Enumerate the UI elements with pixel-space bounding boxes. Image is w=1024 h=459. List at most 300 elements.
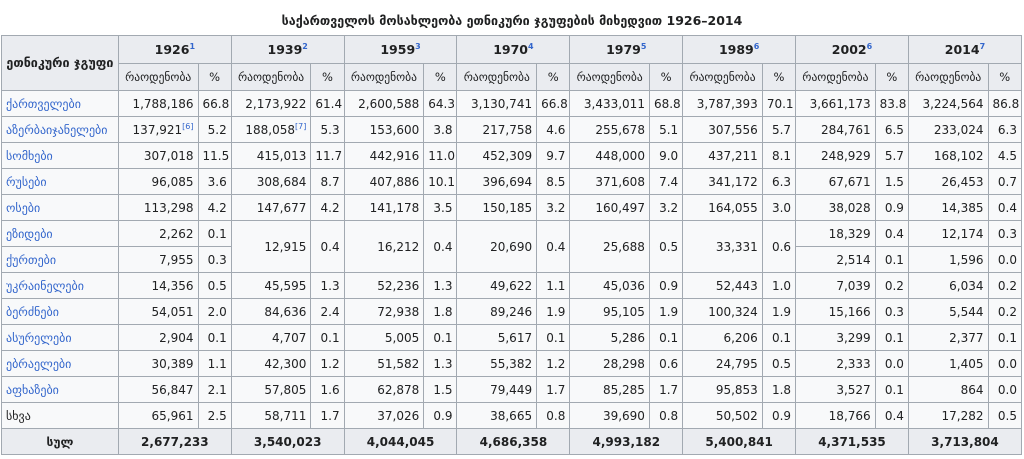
count-value: 51,582: [377, 356, 420, 371]
population-count: [796, 221, 876, 247]
note-ref[interactable]: 4: [528, 41, 534, 51]
population-count: [344, 195, 424, 221]
count-value: 38,028: [828, 200, 871, 215]
population-percent: 0.0: [988, 351, 1021, 377]
population-count: [796, 247, 876, 273]
population-percent: 0.0: [988, 377, 1021, 403]
population-count: [796, 117, 876, 143]
population-percent: 7.4: [649, 169, 682, 195]
population-percent: 70.1: [762, 91, 795, 117]
count-value: 3,433,011: [583, 96, 645, 111]
count-value: 3,527: [836, 382, 871, 397]
count-value: 308,684: [256, 174, 307, 189]
population-percent: 2.4: [311, 299, 344, 325]
population-count: [118, 377, 198, 403]
ethnic-group-name[interactable]: აფხაზები: [2, 377, 119, 403]
count-value: 45,036: [602, 278, 645, 293]
count-value: 20,690: [490, 239, 533, 254]
year-header-1926: 1926$^1$: [118, 36, 231, 64]
population-percent: 1.8: [762, 377, 795, 403]
count-value: 1,596: [949, 252, 984, 267]
population-percent: 0.9: [649, 273, 682, 299]
population-percent: 5.1: [649, 117, 682, 143]
population-percent: 64.3: [424, 91, 457, 117]
percent-header: %: [198, 64, 231, 91]
year-header-2014: 2014$^7$: [908, 36, 1021, 64]
population-count: [344, 377, 424, 403]
population-percent: 8.5: [537, 169, 570, 195]
year-header-2002: 2002$^6$: [796, 36, 909, 64]
population-count: [344, 299, 424, 325]
population-percent: 0.2: [988, 299, 1021, 325]
population-count: [118, 195, 198, 221]
count-value: 188,058: [245, 122, 296, 137]
total-1939: 3,540,023: [231, 429, 344, 455]
population-percent: 3.2: [649, 195, 682, 221]
population-percent: 5.3: [311, 117, 344, 143]
count-value: 160,497: [595, 200, 645, 215]
count-value: 255,678: [595, 122, 645, 137]
population-percent: 0.1: [875, 325, 908, 351]
count-value: 2,377: [949, 330, 984, 345]
population-percent: 3.2: [537, 195, 570, 221]
population-percent: 4.6: [537, 117, 570, 143]
population-count: [457, 143, 537, 169]
count-value: 84,636: [264, 304, 307, 319]
count-value: 217,758: [482, 122, 533, 137]
population-percent: 0.6: [762, 221, 795, 273]
count-header: რაოდენობა: [908, 64, 988, 91]
note-ref[interactable]: 6: [866, 41, 873, 51]
population-count: [683, 299, 763, 325]
year-header-1970: 1970$^4$: [457, 36, 570, 64]
population-percent: 86.8: [988, 91, 1021, 117]
population-percent: 1.3: [311, 273, 344, 299]
population-count: [344, 351, 424, 377]
table-row: [2, 351, 1022, 377]
population-count: [570, 351, 650, 377]
count-value: 147,677: [256, 200, 307, 215]
population-percent: 1.2: [311, 351, 344, 377]
total-1979: 4,993,182: [570, 429, 683, 455]
count-value: 2,600,588: [358, 96, 420, 111]
population-count: [683, 169, 763, 195]
ethnic-group-name[interactable]: ბერძნები: [2, 299, 119, 325]
population-count: [796, 195, 876, 221]
ethnic-group-header: ეთნიკური ჯგუფი: [2, 36, 119, 91]
population-percent: 0.3: [875, 299, 908, 325]
count-value: 168,102: [933, 148, 984, 163]
count-value: 54,051: [151, 304, 194, 319]
count-value: 30,389: [151, 356, 194, 371]
count-value: 5,617: [497, 330, 533, 345]
population-count: [908, 143, 988, 169]
count-value: 415,013: [256, 148, 307, 163]
population-count: [231, 403, 311, 429]
table-row: [2, 221, 1022, 247]
population-percent: 0.1: [649, 325, 682, 351]
citation-ref[interactable]: [7]: [295, 121, 307, 131]
count-value: 52,443: [715, 278, 758, 293]
population-percent: 8.1: [762, 143, 795, 169]
ethnic-group-name[interactable]: უკრაინელები: [2, 273, 119, 299]
population-count: [570, 273, 650, 299]
population-count: [908, 91, 988, 117]
note-ref[interactable]: 3: [415, 41, 421, 51]
count-value: 307,556: [708, 122, 758, 137]
population-count: [457, 299, 537, 325]
ethnic-group-name[interactable]: ქურთები: [2, 247, 119, 273]
count-header: რაოდენობა: [118, 64, 198, 91]
population-percent: 8.7: [311, 169, 344, 195]
population-count: [457, 273, 537, 299]
year-header-1989: 1989$^6$: [683, 36, 796, 64]
count-value: 18,766: [828, 408, 871, 423]
population-count: [570, 91, 650, 117]
population-count: [457, 351, 537, 377]
ethnic-group-name: სხვა: [2, 403, 119, 429]
population-count: [231, 351, 311, 377]
population-count: [908, 273, 988, 299]
count-value: 95,853: [715, 382, 758, 397]
population-percent: 0.4: [424, 221, 457, 273]
population-count: [570, 299, 650, 325]
count-value: 371,608: [595, 174, 645, 189]
population-count: [457, 377, 537, 403]
population-percent: 3.0: [762, 195, 795, 221]
population-count: [683, 195, 763, 221]
population-percent: 1.6: [311, 377, 344, 403]
population-percent: 4.2: [198, 195, 231, 221]
population-count: [570, 221, 650, 273]
population-count: [908, 351, 988, 377]
percent-header: %: [875, 64, 908, 91]
count-value: 12,915: [264, 239, 307, 254]
population-count: [908, 403, 988, 429]
count-value: 141,178: [369, 200, 420, 215]
totals-row: [2, 429, 1022, 455]
population-percent: 0.4: [875, 403, 908, 429]
population-count: [344, 117, 424, 143]
population-count: [683, 403, 763, 429]
population-percent: 83.8: [875, 91, 908, 117]
population-percent: 0.1: [875, 377, 908, 403]
count-value: 62,878: [377, 382, 420, 397]
population-count: [231, 169, 311, 195]
population-percent: 4.2: [311, 195, 344, 221]
count-value: 14,356: [151, 278, 194, 293]
population-percent: 1.7: [311, 403, 344, 429]
population-count: [231, 299, 311, 325]
count-value: 96,085: [151, 174, 194, 189]
population-percent: 1.1: [537, 273, 570, 299]
population-count: [344, 403, 424, 429]
count-value: 2,514: [836, 252, 871, 267]
count-value: 5,286: [610, 330, 645, 345]
population-count: [118, 403, 198, 429]
population-count: [570, 117, 650, 143]
population-percent: 0.4: [875, 221, 908, 247]
population-percent: 0.3: [988, 221, 1021, 247]
population-count: [908, 169, 988, 195]
count-value: 396,694: [482, 174, 533, 189]
population-count: [796, 377, 876, 403]
population-count: [231, 143, 311, 169]
count-value: 3,661,173: [809, 96, 871, 111]
population-count: [570, 377, 650, 403]
percent-header: %: [311, 64, 344, 91]
population-percent: 0.1: [762, 325, 795, 351]
population-count: [570, 325, 650, 351]
count-value: 3,130,741: [471, 96, 533, 111]
population-percent: 66.8: [198, 91, 231, 117]
count-value: 6,206: [723, 330, 758, 345]
total-2014: 3,713,804: [908, 429, 1021, 455]
population-count: [908, 247, 988, 273]
population-percent: 0.4: [311, 221, 344, 273]
population-percent: 5.2: [198, 117, 231, 143]
count-value: 6,034: [949, 278, 984, 293]
ethnic-group-name[interactable]: სომხები: [2, 143, 119, 169]
population-percent: 0.9: [762, 403, 795, 429]
population-count: [570, 195, 650, 221]
population-percent: 0.9: [424, 403, 457, 429]
population-percent: 1.1: [198, 351, 231, 377]
count-value: 49,622: [490, 278, 533, 293]
table-caption: საქართველოს მოსახლეობა ეთნიკური ჯგუფების მიხედვით 1926–2014: [281, 13, 743, 28]
count-value: 150,185: [482, 200, 533, 215]
total-1989: 5,400,841: [683, 429, 796, 455]
count-value: 42,300: [264, 356, 307, 371]
note-ref[interactable]: 5: [640, 41, 647, 51]
population-percent: 5.7: [762, 117, 795, 143]
count-value: 2,262: [159, 226, 194, 241]
citation-ref[interactable]: [6]: [182, 121, 194, 131]
count-value: 1,405: [949, 356, 984, 371]
ethnic-group-name[interactable]: აზერბაიჯანელები: [2, 117, 119, 143]
count-header: რაოდენობა: [457, 64, 537, 91]
count-value: 248,929: [821, 148, 871, 163]
population-count: [457, 403, 537, 429]
population-count: [908, 325, 988, 351]
count-value: 284,761: [821, 122, 871, 137]
count-value: 18,329: [828, 226, 871, 241]
count-value: 437,211: [708, 148, 758, 163]
count-value: 864: [960, 382, 984, 397]
population-percent: 1.7: [649, 377, 682, 403]
population-percent: 1.5: [875, 169, 908, 195]
population-percent: 9.7: [537, 143, 570, 169]
population-percent: 6.3: [988, 117, 1021, 143]
count-value: 153,600: [369, 122, 420, 137]
population-count: [118, 117, 198, 143]
population-count: [231, 377, 311, 403]
population-count: [457, 91, 537, 117]
population-count: [118, 247, 198, 273]
population-count: [231, 195, 311, 221]
population-count: [344, 221, 424, 273]
count-value: 448,000: [595, 148, 645, 163]
count-value: 113,298: [143, 200, 194, 215]
population-count: [344, 143, 424, 169]
count-value: 38,665: [490, 408, 533, 423]
population-percent: 0.5: [762, 351, 795, 377]
count-value: 33,331: [715, 239, 758, 254]
population-count: [118, 221, 198, 247]
count-value: 12,174: [941, 226, 984, 241]
count-header: რაოდენობა: [796, 64, 876, 91]
population-percent: 0.4: [537, 221, 570, 273]
population-percent: 66.8: [537, 91, 570, 117]
population-percent: 11.0: [424, 143, 457, 169]
count-value: 65,961: [151, 408, 194, 423]
population-count: [683, 91, 763, 117]
population-count: [118, 169, 198, 195]
total-1959: 4,044,045: [344, 429, 457, 455]
population-percent: 1.9: [762, 299, 795, 325]
count-header: რაოდენობა: [683, 64, 763, 91]
count-value: 307,018: [143, 148, 194, 163]
count-header: რაოდენობა: [231, 64, 311, 91]
population-count: [908, 221, 988, 247]
population-percent: 5.7: [875, 143, 908, 169]
count-value: 15,166: [828, 304, 871, 319]
population-count: [683, 143, 763, 169]
count-value: 407,886: [369, 174, 420, 189]
count-value: 137,921: [132, 122, 183, 137]
note-ref[interactable]: 6: [753, 41, 760, 51]
count-value: 55,382: [490, 356, 533, 371]
population-percent: 0.4: [988, 195, 1021, 221]
count-value: 3,224,564: [922, 96, 984, 111]
note-ref[interactable]: 7: [979, 41, 986, 51]
population-percent: 2.0: [198, 299, 231, 325]
population-percent: 3.6: [198, 169, 231, 195]
ethnic-group-name[interactable]: ებრაელები: [2, 351, 119, 377]
population-count: [908, 195, 988, 221]
population-percent: 0.1: [988, 325, 1021, 351]
count-value: 56,847: [151, 382, 194, 397]
population-percent: 0.0: [875, 351, 908, 377]
population-count: [683, 325, 763, 351]
year-header-1959: 1959$^3$: [344, 36, 457, 64]
population-percent: 3.5: [424, 195, 457, 221]
ethnic-group-name[interactable]: ასურელები: [2, 325, 119, 351]
population-percent: 10.1: [424, 169, 457, 195]
population-count: [118, 351, 198, 377]
ethnic-group-name[interactable]: რუსები: [2, 169, 119, 195]
population-count: [231, 325, 311, 351]
population-table: [1, 35, 1022, 455]
population-count: [683, 273, 763, 299]
population-percent: 0.9: [875, 195, 908, 221]
population-count: [570, 143, 650, 169]
population-count: [796, 403, 876, 429]
population-percent: 1.2: [537, 351, 570, 377]
ethnic-group-name[interactable]: ოსები: [2, 195, 119, 221]
population-percent: 0.6: [649, 351, 682, 377]
table-row: [2, 169, 1022, 195]
table-row: [2, 143, 1022, 169]
note-ref[interactable]: 2: [302, 41, 308, 51]
population-count: [118, 273, 198, 299]
count-value: 25,688: [602, 239, 645, 254]
population-count: [344, 91, 424, 117]
population-percent: 0.7: [988, 169, 1021, 195]
population-percent: 6.5: [875, 117, 908, 143]
population-count: [118, 143, 198, 169]
total-2002: 4,371,535: [796, 429, 909, 455]
count-value: 2,333: [836, 356, 871, 371]
count-value: 5,005: [384, 330, 420, 345]
population-percent: 68.8: [649, 91, 682, 117]
count-value: 16,212: [377, 239, 420, 254]
totals-label: სულ: [2, 429, 119, 455]
ethnic-group-name[interactable]: ეზიდები: [2, 221, 119, 247]
population-percent: 9.0: [649, 143, 682, 169]
population-count: [796, 299, 876, 325]
percent-header: %: [537, 64, 570, 91]
population-percent: 0.0: [988, 247, 1021, 273]
population-count: [683, 221, 763, 273]
population-count: [231, 91, 311, 117]
count-header: რაოდენობა: [570, 64, 650, 91]
population-count: [683, 377, 763, 403]
population-count: [457, 325, 537, 351]
count-value: 67,671: [828, 174, 871, 189]
population-percent: 0.1: [198, 325, 231, 351]
population-percent: 6.3: [762, 169, 795, 195]
population-percent: 1.9: [649, 299, 682, 325]
table-row: [2, 377, 1022, 403]
count-value: 7,039: [836, 278, 871, 293]
population-count: [570, 403, 650, 429]
count-value: 100,324: [708, 304, 758, 319]
population-percent: 4.5: [988, 143, 1021, 169]
population-count: [457, 169, 537, 195]
note-ref[interactable]: 1: [189, 41, 196, 51]
population-count: [908, 377, 988, 403]
population-percent: 1.5: [424, 377, 457, 403]
count-value: 24,795: [715, 356, 758, 371]
count-value: 4,707: [272, 330, 307, 345]
table-row: [2, 117, 1022, 143]
table-row: [2, 273, 1022, 299]
year-header-1939: 1939$^2$: [231, 36, 344, 64]
count-value: 7,955: [159, 252, 194, 267]
count-value: 2,173,922: [245, 96, 307, 111]
table-row: [2, 91, 1022, 117]
population-percent: 1.7: [537, 377, 570, 403]
count-value: 17,282: [941, 408, 984, 423]
population-percent: 1.8: [424, 299, 457, 325]
ethnic-group-name[interactable]: ქართველები: [2, 91, 119, 117]
population-percent: 0.8: [537, 403, 570, 429]
population-count: [796, 143, 876, 169]
year-header-1979: 1979$^5$: [570, 36, 683, 64]
population-count: [796, 169, 876, 195]
population-percent: 3.8: [424, 117, 457, 143]
population-count: [683, 117, 763, 143]
table-row: [2, 195, 1022, 221]
population-percent: 0.1: [875, 247, 908, 273]
population-percent: 0.8: [649, 403, 682, 429]
count-value: 72,938: [377, 304, 420, 319]
table-row: [2, 299, 1022, 325]
population-count: [344, 169, 424, 195]
population-percent: 0.5: [988, 403, 1021, 429]
count-value: 3,299: [836, 330, 871, 345]
